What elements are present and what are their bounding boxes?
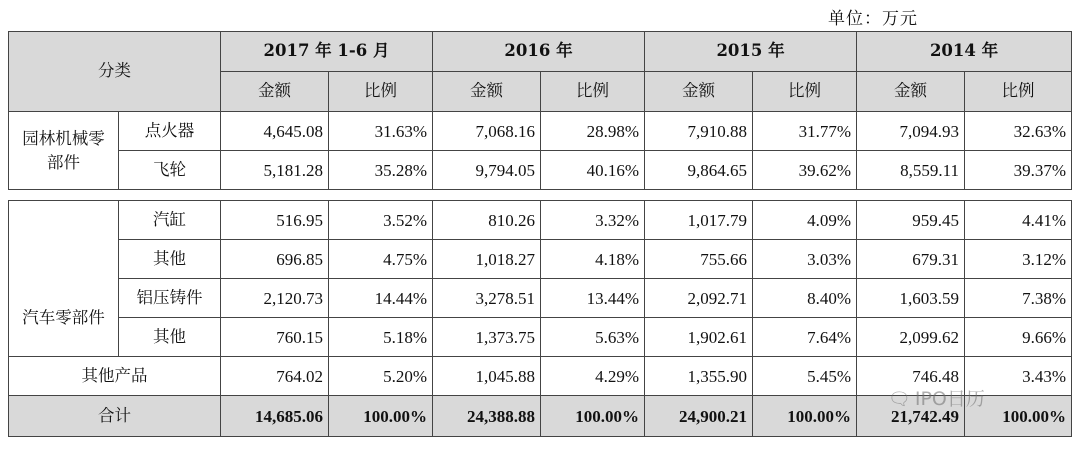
cell-value: 7,910.88 xyxy=(645,112,753,151)
cell-value: 3.12% xyxy=(965,240,1072,279)
cell-value: 8,559.11 xyxy=(857,151,965,190)
cell-value: 810.26 xyxy=(433,201,541,240)
total-value: 100.00% xyxy=(541,396,645,437)
cell-value: 31.77% xyxy=(753,112,857,151)
watermark-text: IPO日历 xyxy=(914,388,985,410)
cell-value: 1,603.59 xyxy=(857,279,965,318)
wechat-icon: 🗨 xyxy=(888,389,911,410)
cell-value: 7,068.16 xyxy=(433,112,541,151)
cell-value: 39.62% xyxy=(753,151,857,190)
cell-value: 1,017.79 xyxy=(645,201,753,240)
cell-value: 2,092.71 xyxy=(645,279,753,318)
cell-value: 5.20% xyxy=(329,357,433,396)
total-value: 24,900.21 xyxy=(645,396,753,437)
cell-value: 4,645.08 xyxy=(221,112,329,151)
item-label: 铝压铸件 xyxy=(119,279,221,318)
cell-value: 4.09% xyxy=(753,201,857,240)
cell-value: 516.95 xyxy=(221,201,329,240)
cell-value: 13.44% xyxy=(541,279,645,318)
cell-value: 9.66% xyxy=(965,318,1072,357)
cell-value: 2,099.62 xyxy=(857,318,965,357)
item-label: 其他 xyxy=(119,318,221,357)
cell-value: 746.48 xyxy=(857,357,965,396)
item-label: 其他 xyxy=(119,240,221,279)
header-year: 2017 年 1-6 月 xyxy=(221,32,433,72)
table-row xyxy=(9,279,1072,318)
watermark xyxy=(888,384,985,411)
total-value: 21,742.49 xyxy=(857,396,965,437)
cell-value: 1,355.90 xyxy=(645,357,753,396)
group-label-auto-text: 汽车零部件 xyxy=(22,307,105,327)
item-label: 其他产品 xyxy=(9,357,221,396)
header-ratio: 比例 xyxy=(965,72,1072,112)
cell-value: 5.18% xyxy=(329,318,433,357)
total-label: 合计 xyxy=(9,396,221,437)
total-value: 14,685.06 xyxy=(221,396,329,437)
cell-value: 5.45% xyxy=(753,357,857,396)
cell-value: 39.37% xyxy=(965,151,1072,190)
cell-value: 3.32% xyxy=(541,201,645,240)
cell-value: 3,278.51 xyxy=(433,279,541,318)
cell-value: 31.63% xyxy=(329,112,433,151)
cell-value: 3.52% xyxy=(329,201,433,240)
header-year: 2014 年 xyxy=(857,32,1072,72)
cell-value: 696.85 xyxy=(221,240,329,279)
total-value: 100.00% xyxy=(965,396,1072,437)
table-row xyxy=(9,112,1072,151)
cell-value: 679.31 xyxy=(857,240,965,279)
cell-value: 1,018.27 xyxy=(433,240,541,279)
cell-value: 1,373.75 xyxy=(433,318,541,357)
header-category: 分类 xyxy=(9,32,221,112)
total-value: 24,388.88 xyxy=(433,396,541,437)
total-value: 100.00% xyxy=(329,396,433,437)
table-row xyxy=(9,318,1072,357)
header-row-years xyxy=(9,32,1072,72)
cell-value: 1,902.61 xyxy=(645,318,753,357)
cell-value: 5,181.28 xyxy=(221,151,329,190)
cell-value: 14.44% xyxy=(329,279,433,318)
cell-value: 764.02 xyxy=(221,357,329,396)
cell-value: 35.28% xyxy=(329,151,433,190)
cell-value: 7.38% xyxy=(965,279,1072,318)
header-year: 2015 年 xyxy=(645,32,857,72)
table-row xyxy=(9,201,1072,240)
cell-value: 40.16% xyxy=(541,151,645,190)
cell-value: 4.29% xyxy=(541,357,645,396)
cell-value: 959.45 xyxy=(857,201,965,240)
cell-value: 7,094.93 xyxy=(857,112,965,151)
cell-value: 2,120.73 xyxy=(221,279,329,318)
table-row xyxy=(9,240,1072,279)
header-year: 2016 年 xyxy=(433,32,645,72)
cell-value: 32.63% xyxy=(965,112,1072,151)
header-amount: 金额 xyxy=(645,72,753,112)
cell-value: 4.41% xyxy=(965,201,1072,240)
header-amount: 金额 xyxy=(857,72,965,112)
total-value: 100.00% xyxy=(753,396,857,437)
header-ratio: 比例 xyxy=(329,72,433,112)
cell-value: 9,864.65 xyxy=(645,151,753,190)
header-amount: 金额 xyxy=(221,72,329,112)
cell-value: 760.15 xyxy=(221,318,329,357)
item-label: 飞轮 xyxy=(119,151,221,190)
group-label-garden: 园林机械零部件 xyxy=(9,112,119,190)
cell-value: 28.98% xyxy=(541,112,645,151)
cell-value: 7.64% xyxy=(753,318,857,357)
table-spacer xyxy=(9,190,1072,201)
header-ratio: 比例 xyxy=(753,72,857,112)
cell-value: 3.03% xyxy=(753,240,857,279)
item-label: 点火器 xyxy=(119,112,221,151)
header-ratio: 比例 xyxy=(541,72,645,112)
cell-value: 5.63% xyxy=(541,318,645,357)
group-label-auto xyxy=(9,201,119,357)
cell-value: 1,045.88 xyxy=(433,357,541,396)
revenue-table xyxy=(8,31,1072,437)
cell-value: 8.40% xyxy=(753,279,857,318)
cell-value: 4.75% xyxy=(329,240,433,279)
cell-value: 9,794.05 xyxy=(433,151,541,190)
table-row xyxy=(9,151,1072,190)
item-label: 汽缸 xyxy=(119,201,221,240)
cell-value: 3.43% xyxy=(965,357,1072,396)
header-amount: 金额 xyxy=(433,72,541,112)
unit-label: 单位：万元 xyxy=(828,9,918,29)
cell-value: 4.18% xyxy=(541,240,645,279)
cell-value: 755.66 xyxy=(645,240,753,279)
